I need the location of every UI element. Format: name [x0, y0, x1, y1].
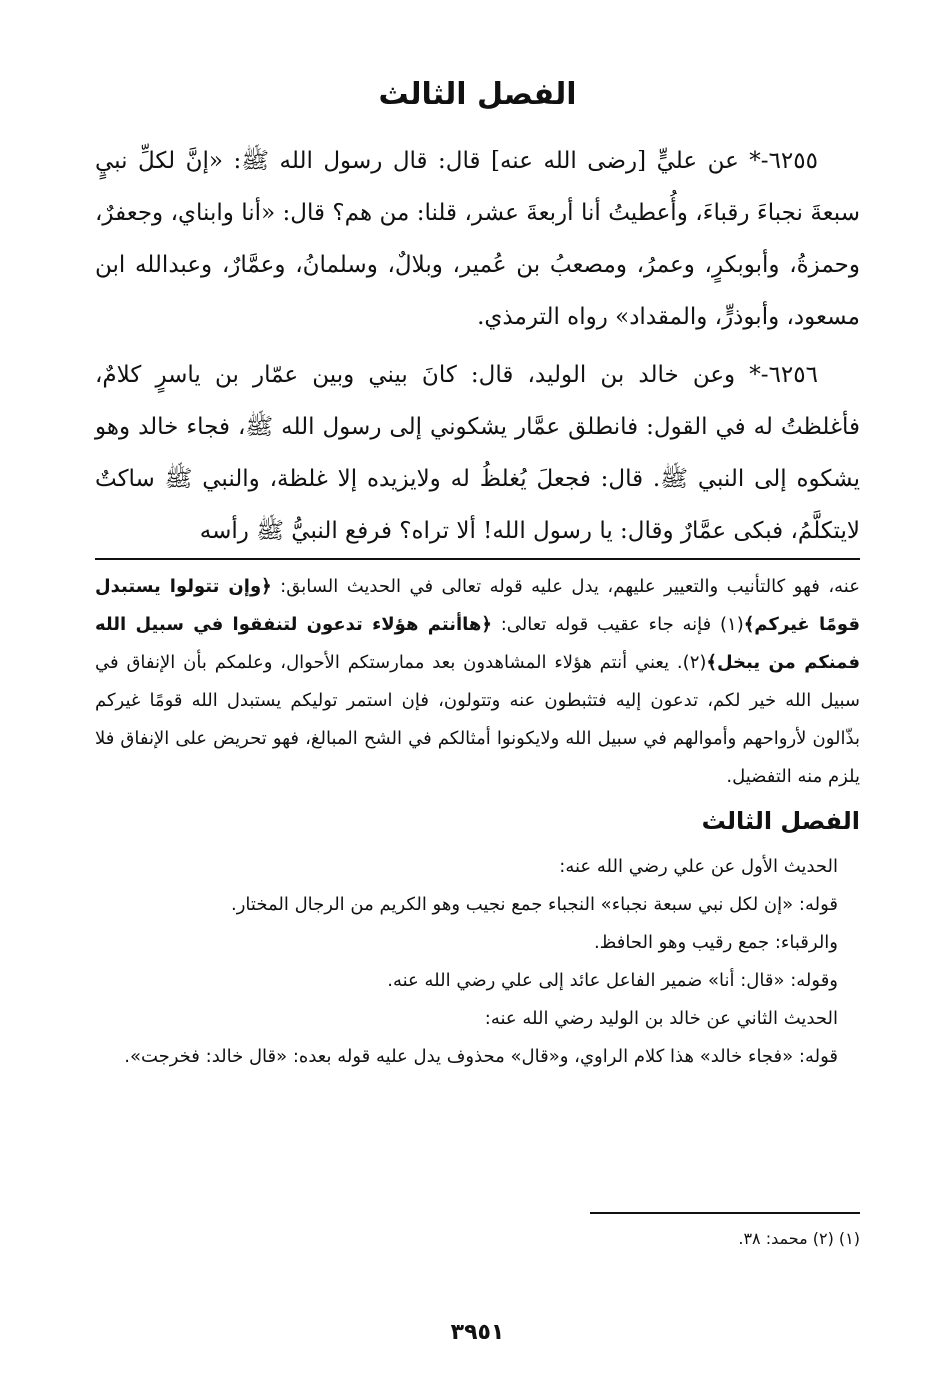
hadith-6255: ٦٢٥٥-* عن عليٍّ [رضى الله عنه] قال: قال رسول الله ﷺ: «إنَّ لكلِّ نبيٍ سبعةَ نجباءَ رقباءَ، وأُعطيتُ أنا أربعةَ عشر، قلنا: من هم؟ قال: «أنا وابناي، وجعفرٌ، وحمزةُ، وأبوبكرٍ، وعمرُ، ومصعبُ بن عُمير، وبلالٌ، وسلمانُ، وعمَّارٌ، وعبدالله ابن مسعود، وأبوذرٍّ، والمقداد» رواه الترمذي. [95, 148, 860, 330]
commentary-text: (٢). يعني أنتم هؤلاء المشاهدون بعد ممارستكم الأحوال، وعلمكم بأن الإنفاق في سبيل الله خير لكم، تدعون إليه فتثبطون عنه وتتولون، فإن استمر توليكم يستبدل الله قومًا غيركم بذّالون لأرواحهم وأموالهم في سبيل الله ولايكونوا أمثالكم في الشح المبالغ، فهو تحريض على الإنفاق فلا يلزم منه التفضيل. [95, 652, 860, 787]
hadith-6256: ٦٢٥٦-* وعن خالد بن الوليد، قال: كانَ بيني وبين عمّار بن ياسرٍ كلامٌ، فأغلظتُ له في القول: فانطلق عمَّار يشكوني إلى رسول الله ﷺ، فجاء خالد وهو يشكوه إلى النبي ﷺ. قال: فجعلَ يُغلظُ له ولايزيده إلا غلظة، والنبي ﷺ ساكتٌ لايتكلَّمُ، فبكى عمَّارٌ وقال: يا رسول الله! ألا تراه؟ فرفع النبيُّ ﷺ رأسه [95, 362, 860, 544]
hadith-text [95, 135, 860, 563]
commentary-line: قوله: «فجاء خالد» هذا كلام الراوي، و«قال» محذوف يدل عليه قوله بعده: «قال خالد: فخرجت». [124, 1046, 838, 1067]
document-page [95, 0, 860, 1389]
page-number: ٣٩٥١ [450, 1320, 505, 1345]
footnote: (١) (٢) محمد: ٣٨. [738, 1229, 860, 1248]
commentary-paragraph [95, 568, 860, 796]
commentary-line: وقوله: «قال: أنا» ضمير الفاعل عائد إلى علي رضي الله عنه. [387, 970, 838, 991]
commentary-heading: الفصل الثالث [701, 807, 860, 835]
commentary-section [95, 568, 860, 1076]
quran-verse: ﴿هاأنتم هؤلاء تدعون لتنفقوا في سبيل الله فمنكم من يبخل﴾ [95, 614, 860, 673]
commentary-line: الحديث الثاني عن خالد بن الوليد رضي الله عنه: [484, 1008, 838, 1029]
commentary-line: قوله: «إن لكل نبي سبعة نجباء» النجباء جمع نجيب وهو الكريم من الرجال المختار. [231, 894, 838, 915]
commentary-text: (١) فإنه جاء عقيب قوله تعالى: [491, 614, 744, 635]
quran-verse: ﴿وإن تتولوا يستبدل قومًا غيركم﴾ [95, 576, 860, 635]
footnote-divider [590, 1212, 860, 1214]
commentary-text: عنه، فهو كالتأنيب والتعيير عليهم، يدل عليه قوله تعالى في الحديث السابق: [271, 576, 860, 597]
commentary-line: الحديث الأول عن علي رضي الله عنه: [559, 856, 838, 877]
commentary-line: والرقباء: جمع رقيب وهو الحافظ. [593, 932, 838, 953]
section-divider [95, 558, 860, 560]
chapter-heading: الفصل الثالث [378, 77, 577, 112]
